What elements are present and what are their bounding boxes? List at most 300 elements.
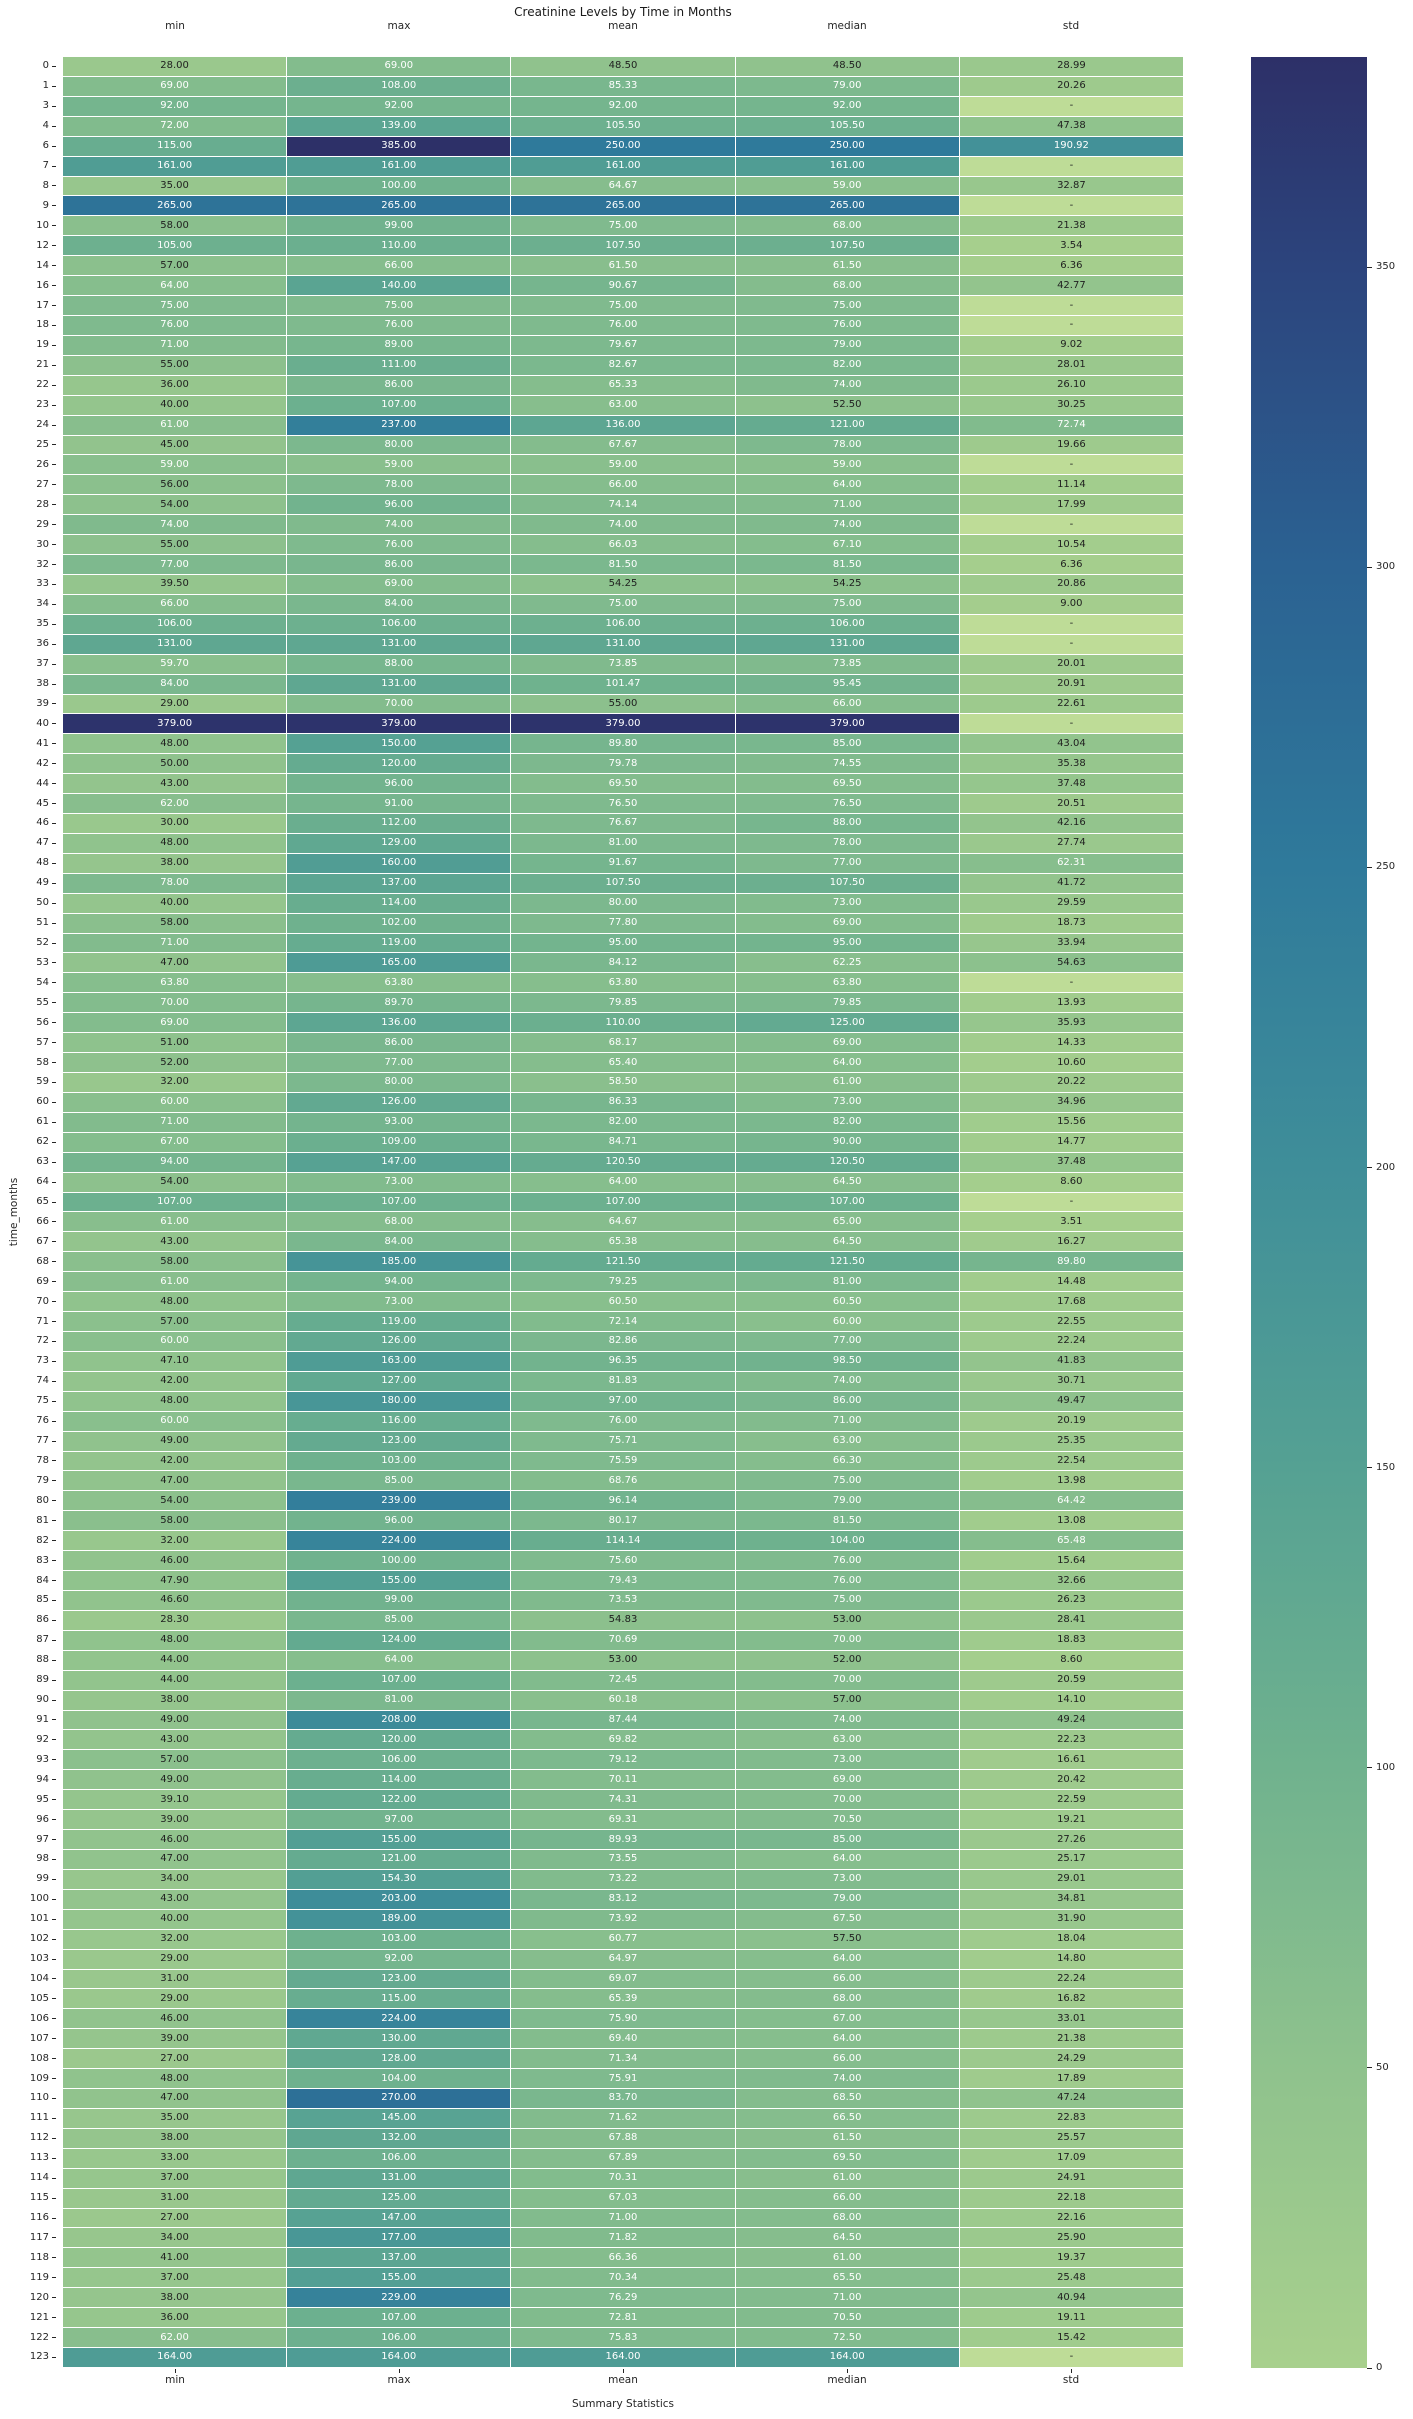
heatmap-cell: 55.00 <box>511 695 734 714</box>
heatmap-cell: 82.67 <box>511 356 734 375</box>
y-axis-label: time_months <box>8 1177 20 1247</box>
heatmap-cell: 78.00 <box>736 834 959 853</box>
heatmap-cell: 26.10 <box>960 376 1183 395</box>
row-label: 121 <box>0 2308 56 2327</box>
heatmap-cell: 9.00 <box>960 595 1183 614</box>
row-label: 7 <box>0 157 56 176</box>
heatmap-cell: 74.00 <box>736 2069 959 2088</box>
heatmap-cell: 106.00 <box>63 615 286 634</box>
heatmap-cell: 29.59 <box>960 894 1183 913</box>
heatmap-cell: 13.98 <box>960 1471 1183 1490</box>
heatmap-cell: 61.50 <box>736 256 959 275</box>
heatmap-cell: 147.00 <box>287 1153 510 1172</box>
heatmap-cell: 124.00 <box>287 1631 510 1650</box>
heatmap-cell: 47.90 <box>63 1571 286 1590</box>
heatmap-cell: 65.50 <box>736 2268 959 2287</box>
heatmap-cell: 38.00 <box>63 2129 286 2148</box>
heatmap-cell: 81.50 <box>511 555 734 574</box>
column-label-max: max <box>287 2374 511 2386</box>
heatmap-cell: 29.01 <box>960 1870 1183 1889</box>
heatmap-cell: 17.09 <box>960 2149 1183 2168</box>
heatmap-cell: 20.91 <box>960 675 1183 694</box>
column-label-std: std <box>959 2374 1183 2386</box>
colorbar-tick-mark <box>1367 1467 1372 1468</box>
heatmap-cell: 82.00 <box>736 1113 959 1132</box>
heatmap-cell: 64.00 <box>736 2029 959 2048</box>
heatmap-cell: 27.74 <box>960 834 1183 853</box>
heatmap-cell: 77.80 <box>511 914 734 933</box>
row-label: 34 <box>0 595 56 614</box>
heatmap-cell: 379.00 <box>63 714 286 733</box>
heatmap-cell: 81.83 <box>511 1372 734 1391</box>
heatmap-cell: 62.00 <box>63 2328 286 2347</box>
heatmap-cell: 126.00 <box>287 1332 510 1351</box>
heatmap-cell: 14.80 <box>960 1950 1183 1969</box>
heatmap-cell: 137.00 <box>287 2248 510 2267</box>
heatmap-cell: 85.00 <box>287 1611 510 1630</box>
heatmap-cell: 33.01 <box>960 2009 1183 2028</box>
heatmap-cell: 89.00 <box>287 336 510 355</box>
heatmap-cell: 70.69 <box>511 1631 734 1650</box>
heatmap-cell: 67.67 <box>511 436 734 455</box>
heatmap-cell: 71.34 <box>511 2049 734 2068</box>
heatmap-cell: 77.00 <box>287 1053 510 1072</box>
heatmap-cell: 27.00 <box>63 2049 286 2068</box>
heatmap-cell: 41.72 <box>960 874 1183 893</box>
heatmap-cell: 25.90 <box>960 2228 1183 2247</box>
heatmap-cell: - <box>960 714 1183 733</box>
heatmap-cell: 22.55 <box>960 1312 1183 1331</box>
colorbar-tick-mark <box>1367 267 1372 268</box>
heatmap-cell: 28.00 <box>63 57 286 76</box>
column-label-std: std <box>1062 20 1080 32</box>
heatmap-cell: 163.00 <box>287 1352 510 1371</box>
heatmap-cell: 16.27 <box>960 1232 1183 1251</box>
heatmap-cell: 224.00 <box>287 2009 510 2028</box>
heatmap-cell: 68.00 <box>287 1212 510 1231</box>
heatmap-cell: 58.50 <box>511 1073 734 1092</box>
heatmap-cell: 69.40 <box>511 2029 734 2048</box>
row-label: 54 <box>0 973 56 992</box>
heatmap-cell: 180.00 <box>287 1392 510 1411</box>
heatmap-cell: 67.03 <box>511 2189 734 2208</box>
heatmap-cell: 52.50 <box>736 396 959 415</box>
heatmap-cell: 164.00 <box>287 2348 510 2367</box>
heatmap-cell: 96.14 <box>511 1491 734 1510</box>
heatmap-cell: 19.11 <box>960 2308 1183 2327</box>
heatmap-cell: 111.00 <box>287 356 510 375</box>
heatmap-cell: 71.82 <box>511 2228 734 2247</box>
heatmap-cell: 63.80 <box>736 973 959 992</box>
heatmap-cell: 22.54 <box>960 1452 1183 1471</box>
heatmap-cell: 85.00 <box>736 1830 959 1849</box>
heatmap-cell: 95.00 <box>736 934 959 953</box>
heatmap-cell: 84.12 <box>511 953 734 972</box>
heatmap-cell: 177.00 <box>287 2228 510 2247</box>
row-label: 83 <box>0 1551 56 1570</box>
heatmap-cell: 42.00 <box>63 1372 286 1391</box>
row-label: 68 <box>0 1252 56 1271</box>
heatmap-cell: 82.00 <box>511 1113 734 1132</box>
heatmap-cell: 30.71 <box>960 1372 1183 1391</box>
heatmap-cell: 69.50 <box>736 2149 959 2168</box>
heatmap-cell: 122.00 <box>287 1790 510 1809</box>
heatmap-cell: - <box>960 316 1183 335</box>
row-label: 119 <box>0 2268 56 2287</box>
heatmap-cell: 71.00 <box>63 336 286 355</box>
heatmap-cell: 110.00 <box>511 1013 734 1032</box>
heatmap-cell: 49.00 <box>63 1770 286 1789</box>
heatmap-cell: 154.30 <box>287 1870 510 1889</box>
heatmap-cell: 58.00 <box>63 216 286 235</box>
heatmap-cell: 86.33 <box>511 1093 734 1112</box>
heatmap-cell: 65.48 <box>960 1531 1183 1550</box>
heatmap-cell: 13.08 <box>960 1511 1183 1530</box>
heatmap-cell: 224.00 <box>287 1531 510 1550</box>
heatmap-cell: 69.00 <box>287 575 510 594</box>
heatmap-cell: 107.00 <box>511 1193 734 1212</box>
heatmap-cell: 30.00 <box>63 814 286 833</box>
heatmap-cell: 65.39 <box>511 1989 734 2008</box>
row-label: 24 <box>0 416 56 435</box>
heatmap-cell: 25.57 <box>960 2129 1183 2148</box>
heatmap-cell: 88.00 <box>736 814 959 833</box>
heatmap-cell: 84.00 <box>287 1232 510 1251</box>
heatmap-cell: 126.00 <box>287 1093 510 1112</box>
heatmap-cell: 155.00 <box>287 1830 510 1849</box>
heatmap-cell: 61.00 <box>63 1212 286 1231</box>
heatmap-cell: 42.77 <box>960 276 1183 295</box>
row-label: 25 <box>0 436 56 455</box>
heatmap-cell: 76.50 <box>736 794 959 813</box>
row-label: 32 <box>0 555 56 574</box>
column-label-max: max <box>387 20 411 32</box>
heatmap-cell: 64.00 <box>736 1950 959 1969</box>
heatmap-cell: 39.00 <box>63 1810 286 1829</box>
heatmap-cell: 92.00 <box>63 97 286 116</box>
heatmap-cell: 127.00 <box>287 1372 510 1391</box>
heatmap-cell: 104.00 <box>736 1531 959 1550</box>
heatmap-cell: 54.83 <box>511 1611 734 1630</box>
heatmap-cell: 121.50 <box>736 1252 959 1271</box>
heatmap-cell: 74.00 <box>511 515 734 534</box>
heatmap-cell: 67.00 <box>63 1133 286 1152</box>
heatmap-cell: 57.50 <box>736 1930 959 1949</box>
heatmap-cell: 15.56 <box>960 1113 1183 1132</box>
heatmap-cell: 86.00 <box>287 1033 510 1052</box>
heatmap-cell: 48.00 <box>63 2069 286 2088</box>
heatmap-cell: 239.00 <box>287 1491 510 1510</box>
row-label: 105 <box>0 1989 56 2008</box>
heatmap-cell: 79.78 <box>511 754 734 773</box>
heatmap-cell: 137.00 <box>287 874 510 893</box>
heatmap-cell: 20.86 <box>960 575 1183 594</box>
heatmap-cell: 96.00 <box>287 495 510 514</box>
heatmap-cell: 70.00 <box>63 993 286 1012</box>
row-label: 66 <box>0 1212 56 1231</box>
heatmap-cell: 49.00 <box>63 1432 286 1451</box>
heatmap-cell: - <box>960 157 1183 176</box>
heatmap-cell: 94.00 <box>287 1272 510 1291</box>
heatmap-cell: 130.00 <box>287 2029 510 2048</box>
heatmap-cell: 60.00 <box>63 1093 286 1112</box>
row-label: 79 <box>0 1471 56 1490</box>
heatmap-cell: 80.00 <box>287 1073 510 1092</box>
heatmap-cell: 64.50 <box>736 1173 959 1192</box>
heatmap-cell: 140.00 <box>287 276 510 295</box>
heatmap-cell: 100.00 <box>287 177 510 196</box>
heatmap-cell: 50.00 <box>63 754 286 773</box>
heatmap-cell: 41.83 <box>960 1352 1183 1371</box>
heatmap-cell: 53.00 <box>736 1611 959 1630</box>
heatmap-cell: 44.00 <box>63 1671 286 1690</box>
heatmap-cell: 20.26 <box>960 77 1183 96</box>
heatmap-cell: 91.00 <box>287 794 510 813</box>
heatmap-cell: 58.00 <box>63 1511 286 1530</box>
heatmap-cell: 75.59 <box>511 1452 734 1471</box>
heatmap-cell: 75.71 <box>511 1432 734 1451</box>
row-label: 62 <box>0 1133 56 1152</box>
heatmap-cell: 92.00 <box>511 97 734 116</box>
heatmap-cell: 97.00 <box>287 1810 510 1829</box>
heatmap-cell: 48.00 <box>63 1631 286 1650</box>
heatmap-cell: 75.00 <box>511 216 734 235</box>
heatmap-cell: 79.00 <box>736 77 959 96</box>
row-label: 96 <box>0 1810 56 1829</box>
row-label: 112 <box>0 2129 56 2148</box>
heatmap-cell: 35.00 <box>63 2109 286 2128</box>
row-label: 44 <box>0 774 56 793</box>
column-label-median: median <box>827 20 867 32</box>
heatmap-cell: 70.00 <box>736 1631 959 1650</box>
row-label: 116 <box>0 2209 56 2228</box>
row-label: 103 <box>0 1950 56 1969</box>
heatmap-cell: 165.00 <box>287 953 510 972</box>
heatmap-cell: 81.50 <box>736 555 959 574</box>
heatmap-cell: 69.82 <box>511 1730 734 1749</box>
heatmap-cell: 164.00 <box>63 2348 286 2367</box>
heatmap-cell: 59.00 <box>736 455 959 474</box>
heatmap-cell: 73.92 <box>511 1910 734 1929</box>
heatmap-cell: 66.00 <box>511 475 734 494</box>
row-label: 70 <box>0 1292 56 1311</box>
heatmap-cell: 107.00 <box>287 1193 510 1212</box>
heatmap-cell: 49.47 <box>960 1392 1183 1411</box>
row-label: 37 <box>0 655 56 674</box>
heatmap-cell: 75.83 <box>511 2328 734 2347</box>
column-label-min: min <box>165 20 185 32</box>
heatmap-cell: 76.50 <box>511 794 734 813</box>
heatmap-cell: 20.01 <box>960 655 1183 674</box>
heatmap-cell: 22.16 <box>960 2209 1183 2228</box>
heatmap-cell: 70.00 <box>736 1671 959 1690</box>
heatmap-cell: 103.00 <box>287 1452 510 1471</box>
heatmap-cell: 64.67 <box>511 177 734 196</box>
column-label-mean: mean <box>608 20 638 32</box>
heatmap-cell: 102.00 <box>287 914 510 933</box>
heatmap-cell: 379.00 <box>736 714 959 733</box>
heatmap-cell: 74.14 <box>511 495 734 514</box>
x-axis-top <box>63 20 1183 32</box>
heatmap-cell: 250.00 <box>736 137 959 156</box>
heatmap-cell: 10.54 <box>960 535 1183 554</box>
heatmap-cell: 120.50 <box>511 1153 734 1172</box>
heatmap-cell: 71.00 <box>63 934 286 953</box>
heatmap-cell: 64.00 <box>287 1651 510 1670</box>
colorbar-tick-mark <box>1367 867 1372 868</box>
heatmap-cell: 119.00 <box>287 1312 510 1331</box>
heatmap-cell: 75.00 <box>736 595 959 614</box>
heatmap-cell: 71.00 <box>736 2288 959 2307</box>
heatmap-cell: 101.47 <box>511 675 734 694</box>
heatmap-cell: 61.00 <box>63 416 286 435</box>
heatmap-cell: 79.85 <box>511 993 734 1012</box>
row-label: 56 <box>0 1013 56 1032</box>
heatmap-cell: 95.00 <box>511 934 734 953</box>
heatmap-cell: 58.00 <box>63 914 286 933</box>
chart-title: Creatinine Levels by Time in Months <box>514 5 732 19</box>
heatmap-cell: 73.00 <box>287 1173 510 1192</box>
heatmap-cell: 42.16 <box>960 814 1183 833</box>
heatmap-cell: 114.00 <box>287 1770 510 1789</box>
row-label: 1 <box>0 77 56 96</box>
heatmap-cell: 20.22 <box>960 1073 1183 1092</box>
heatmap-cell: 46.60 <box>63 1591 286 1610</box>
heatmap-cell: 63.80 <box>511 973 734 992</box>
row-label: 58 <box>0 1053 56 1072</box>
heatmap-cell: 76.00 <box>736 1551 959 1570</box>
heatmap-cell: 75.60 <box>511 1551 734 1570</box>
heatmap-cell: 70.50 <box>736 2308 959 2327</box>
heatmap-cell: 85.00 <box>736 734 959 753</box>
heatmap-cell: 150.00 <box>287 734 510 753</box>
heatmap-cell: 22.24 <box>960 1970 1183 1989</box>
heatmap-cell: 79.00 <box>736 336 959 355</box>
row-label: 102 <box>0 1930 56 1949</box>
row-label: 26 <box>0 455 56 474</box>
heatmap-cell: 84.00 <box>287 595 510 614</box>
heatmap-cell: 16.82 <box>960 1989 1183 2008</box>
heatmap-cell: 61.50 <box>736 2129 959 2148</box>
heatmap-cell: 71.00 <box>736 1412 959 1431</box>
heatmap-cell: - <box>960 296 1183 315</box>
heatmap-cell: 38.00 <box>63 854 286 873</box>
heatmap-cell: 66.03 <box>511 535 734 554</box>
heatmap-cell: 161.00 <box>511 157 734 176</box>
heatmap-cell: 110.00 <box>287 236 510 255</box>
heatmap-cell: 62.25 <box>736 953 959 972</box>
heatmap-cell: 97.00 <box>511 1392 734 1411</box>
heatmap-cell: 164.00 <box>736 2348 959 2367</box>
heatmap-cell: 20.42 <box>960 1770 1183 1789</box>
heatmap-cell: 61.50 <box>511 256 734 275</box>
row-label: 80 <box>0 1491 56 1510</box>
heatmap-cell: 77.00 <box>736 1332 959 1351</box>
heatmap-cell: 379.00 <box>511 714 734 733</box>
row-label: 48 <box>0 854 56 873</box>
row-label: 77 <box>0 1432 56 1451</box>
heatmap-cell: 32.87 <box>960 177 1183 196</box>
heatmap-cell: 65.33 <box>511 376 734 395</box>
heatmap-cell: 71.00 <box>736 495 959 514</box>
heatmap-cell: 91.67 <box>511 854 734 873</box>
row-label: 39 <box>0 695 56 714</box>
heatmap-cell: 52.00 <box>63 1053 286 1072</box>
heatmap-cell: 79.12 <box>511 1750 734 1769</box>
heatmap-cell: 131.00 <box>63 635 286 654</box>
colorbar-ticks: 0 50 100 150 200 250 300 350 <box>1367 57 1413 2368</box>
heatmap-cell: 15.64 <box>960 1551 1183 1570</box>
heatmap-cell: 42.00 <box>63 1452 286 1471</box>
heatmap-cell: 76.00 <box>511 316 734 335</box>
heatmap-cell: 75.00 <box>736 296 959 315</box>
heatmap-cell: 74.00 <box>287 515 510 534</box>
heatmap-cell: 85.00 <box>287 1471 510 1490</box>
heatmap-cell: 85.33 <box>511 77 734 96</box>
heatmap-cell: 64.00 <box>511 1173 734 1192</box>
row-label: 110 <box>0 2089 56 2108</box>
heatmap-cell: 83.70 <box>511 2089 734 2108</box>
heatmap-cell: 89.80 <box>511 734 734 753</box>
heatmap-cell: 31.00 <box>63 2189 286 2208</box>
heatmap-cell: 63.00 <box>511 396 734 415</box>
row-label: 16 <box>0 276 56 295</box>
heatmap-cell: 33.00 <box>63 2149 286 2168</box>
row-label: 12 <box>0 236 56 255</box>
row-label: 40 <box>0 714 56 733</box>
row-label: 95 <box>0 1790 56 1809</box>
heatmap-cell: 62.31 <box>960 854 1183 873</box>
heatmap-cell: 39.10 <box>63 1790 286 1809</box>
heatmap-cell: 60.50 <box>736 1292 959 1311</box>
heatmap-cell: 46.00 <box>63 2009 286 2028</box>
heatmap-cell: 70.11 <box>511 1770 734 1789</box>
row-label: 123 <box>0 2348 56 2367</box>
heatmap-cell: 61.00 <box>736 2248 959 2267</box>
heatmap-cell: 6.36 <box>960 555 1183 574</box>
heatmap-cell: 74.31 <box>511 1790 734 1809</box>
row-label: 50 <box>0 894 56 913</box>
row-label: 46 <box>0 814 56 833</box>
heatmap-cell: 69.07 <box>511 1970 734 1989</box>
row-label: 104 <box>0 1970 56 1989</box>
row-label: 69 <box>0 1272 56 1291</box>
heatmap-cell: 18.83 <box>960 1631 1183 1650</box>
heatmap-cell: 115.00 <box>287 1989 510 2008</box>
heatmap-cell: 20.51 <box>960 794 1183 813</box>
heatmap-cell: 116.00 <box>287 1412 510 1431</box>
heatmap-cell: 75.90 <box>511 2009 734 2028</box>
heatmap-cell: 44.00 <box>63 1651 286 1670</box>
heatmap-cell: 67.00 <box>736 2009 959 2028</box>
heatmap-cell: 60.18 <box>511 1691 734 1710</box>
heatmap-cell: 48.50 <box>511 57 734 76</box>
heatmap-cell: 385.00 <box>287 137 510 156</box>
heatmap-cell: 59.00 <box>287 455 510 474</box>
heatmap-cell: 250.00 <box>511 137 734 156</box>
heatmap-cell: 75.91 <box>511 2069 734 2088</box>
heatmap-cell: 80.17 <box>511 1511 734 1530</box>
heatmap-cell: 52.00 <box>736 1651 959 1670</box>
heatmap-cell: 89.93 <box>511 1830 734 1849</box>
heatmap-cell: 107.00 <box>287 2308 510 2327</box>
heatmap-cell: 74.00 <box>736 376 959 395</box>
heatmap-cell: 8.60 <box>960 1173 1183 1192</box>
heatmap-cell: 47.00 <box>63 1471 286 1490</box>
heatmap-cell: 107.50 <box>511 874 734 893</box>
row-label: 97 <box>0 1830 56 1849</box>
heatmap-cell: 32.66 <box>960 1571 1183 1590</box>
